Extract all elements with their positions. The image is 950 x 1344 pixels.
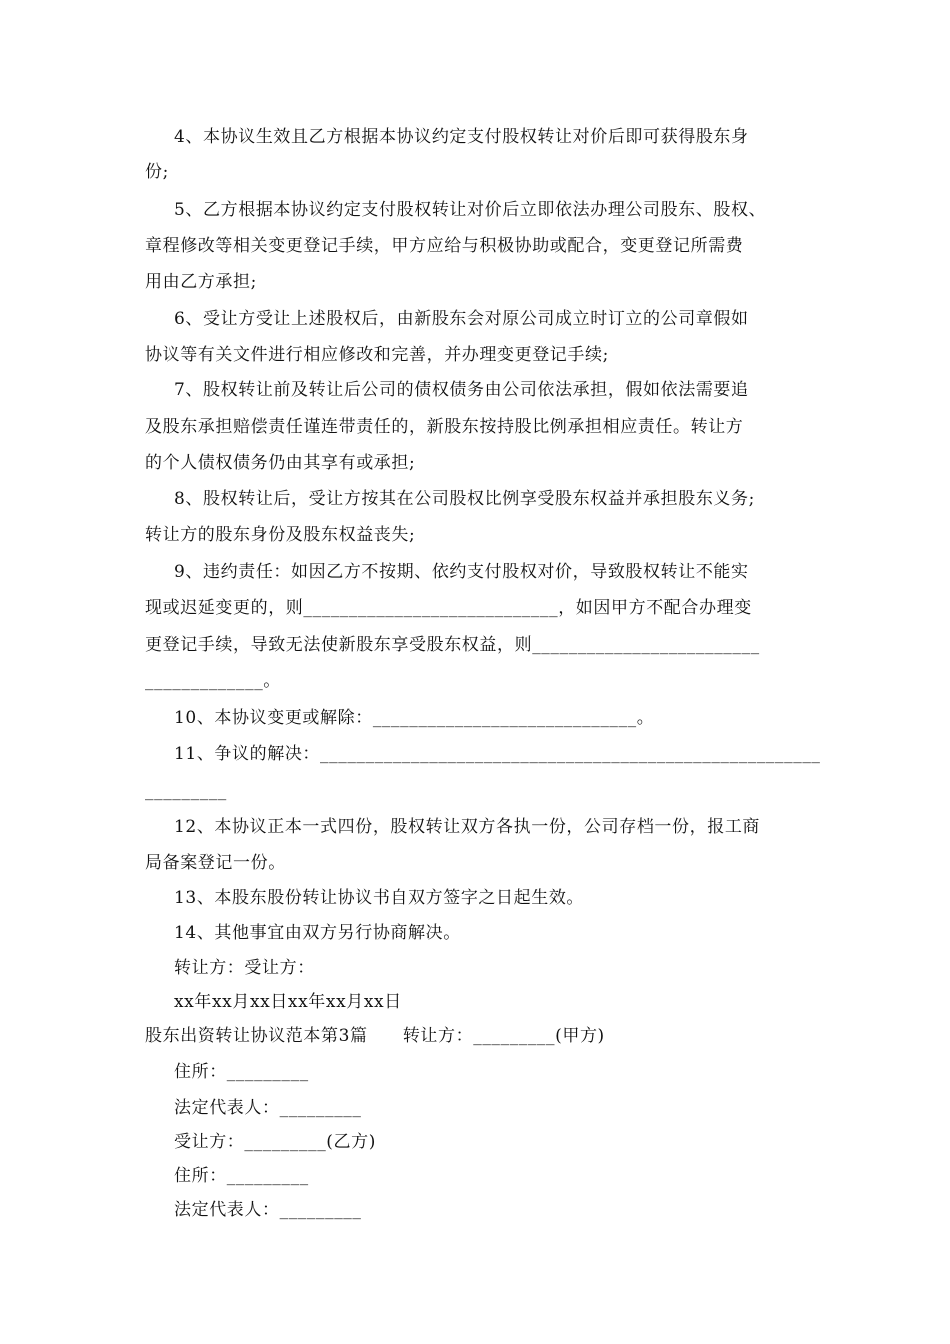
- clause-4-line-2: 份;: [145, 162, 169, 182]
- clause-5-line-1: 5、乙方根据本协议约定支付股权转让对价后立即依法办理公司股东、股权、: [174, 200, 767, 220]
- clause-4-line-1: 4、本协议生效且乙方根据本协议约定支付股权转让对价后即可获得股东身: [174, 127, 749, 147]
- clause-8-line-2: 转让方的股东身份及股东权益丧失;: [145, 525, 416, 545]
- clause-11-line-2: _________: [145, 781, 227, 801]
- clause-7-line-3: 的个人债权债务仍由其享有或承担;: [145, 453, 416, 473]
- clause-14-line: 14、其他事宜由双方另行协商解决。: [174, 923, 461, 943]
- signature-parties-line: 转让方：受让方：: [174, 958, 315, 978]
- clause-12-line-1: 12、本协议正本一式四份，股权转让双方各执一份，公司存档一份，报工商: [174, 817, 761, 837]
- clause-6-line-1: 6、受让方受让上述股权后，由新股东会对原公司成立时订立的公司章假如: [174, 309, 749, 329]
- clause-7-line-2: 及股东承担赔偿责任谨连带责任的，新股东按持股比例承担相应责任。转让方: [145, 417, 744, 437]
- section-3-title-line: 股东出资转让协议范本第3篇 转让方：_________(甲方): [145, 1026, 605, 1046]
- clause-9-line-4: _____________。: [145, 671, 281, 691]
- signature-dates-line: xx年xx月xx日xx年xx月xx日: [174, 992, 402, 1012]
- clause-7-line-1: 7、股权转让前及转让后公司的债权债务由公司依法承担，假如依法需要追: [174, 380, 749, 400]
- clause-13-line: 13、本股东股份转让协议书自双方签字之日起生效。: [174, 888, 585, 908]
- clause-10-line: 10、本协议变更或解除：_____________________________。: [174, 708, 655, 728]
- transferee-line: 受让方：_________(乙方): [174, 1132, 376, 1152]
- transferee-legal-rep-line: 法定代表人：_________: [174, 1200, 362, 1220]
- transferee-address-line: 住所：_________: [174, 1166, 309, 1186]
- clause-5-line-2: 章程修改等相关变更登记手续，甲方应给与积极协助或配合，变更登记所需费: [145, 236, 744, 256]
- clause-5-line-3: 用由乙方承担;: [145, 272, 257, 292]
- clause-11-line-1: 11、争议的解决：_______________________________________________________: [174, 744, 821, 764]
- transferor-address-line: 住所：_________: [174, 1062, 309, 1082]
- clause-6-line-2: 协议等有关文件进行相应修改和完善，并办理变更登记手续;: [145, 345, 609, 365]
- clause-9-line-1: 9、违约责任：如因乙方不按期、依约支付股权对价，导致股权转让不能实: [174, 562, 749, 582]
- clause-9-line-3: 更登记手续，导致无法使新股东享受股东权益，则_________________________: [145, 635, 760, 655]
- clause-12-line-2: 局备案登记一份。: [145, 853, 286, 873]
- clause-8-line-1: 8、股权转让后，受让方按其在公司股权比例享受股东权益并承担股东义务;: [174, 489, 755, 509]
- transferor-legal-rep-line: 法定代表人：_________: [174, 1098, 362, 1118]
- clause-9-line-2: 现或迟延变更的，则____________________________，如因甲方不配合办理变: [145, 598, 752, 618]
